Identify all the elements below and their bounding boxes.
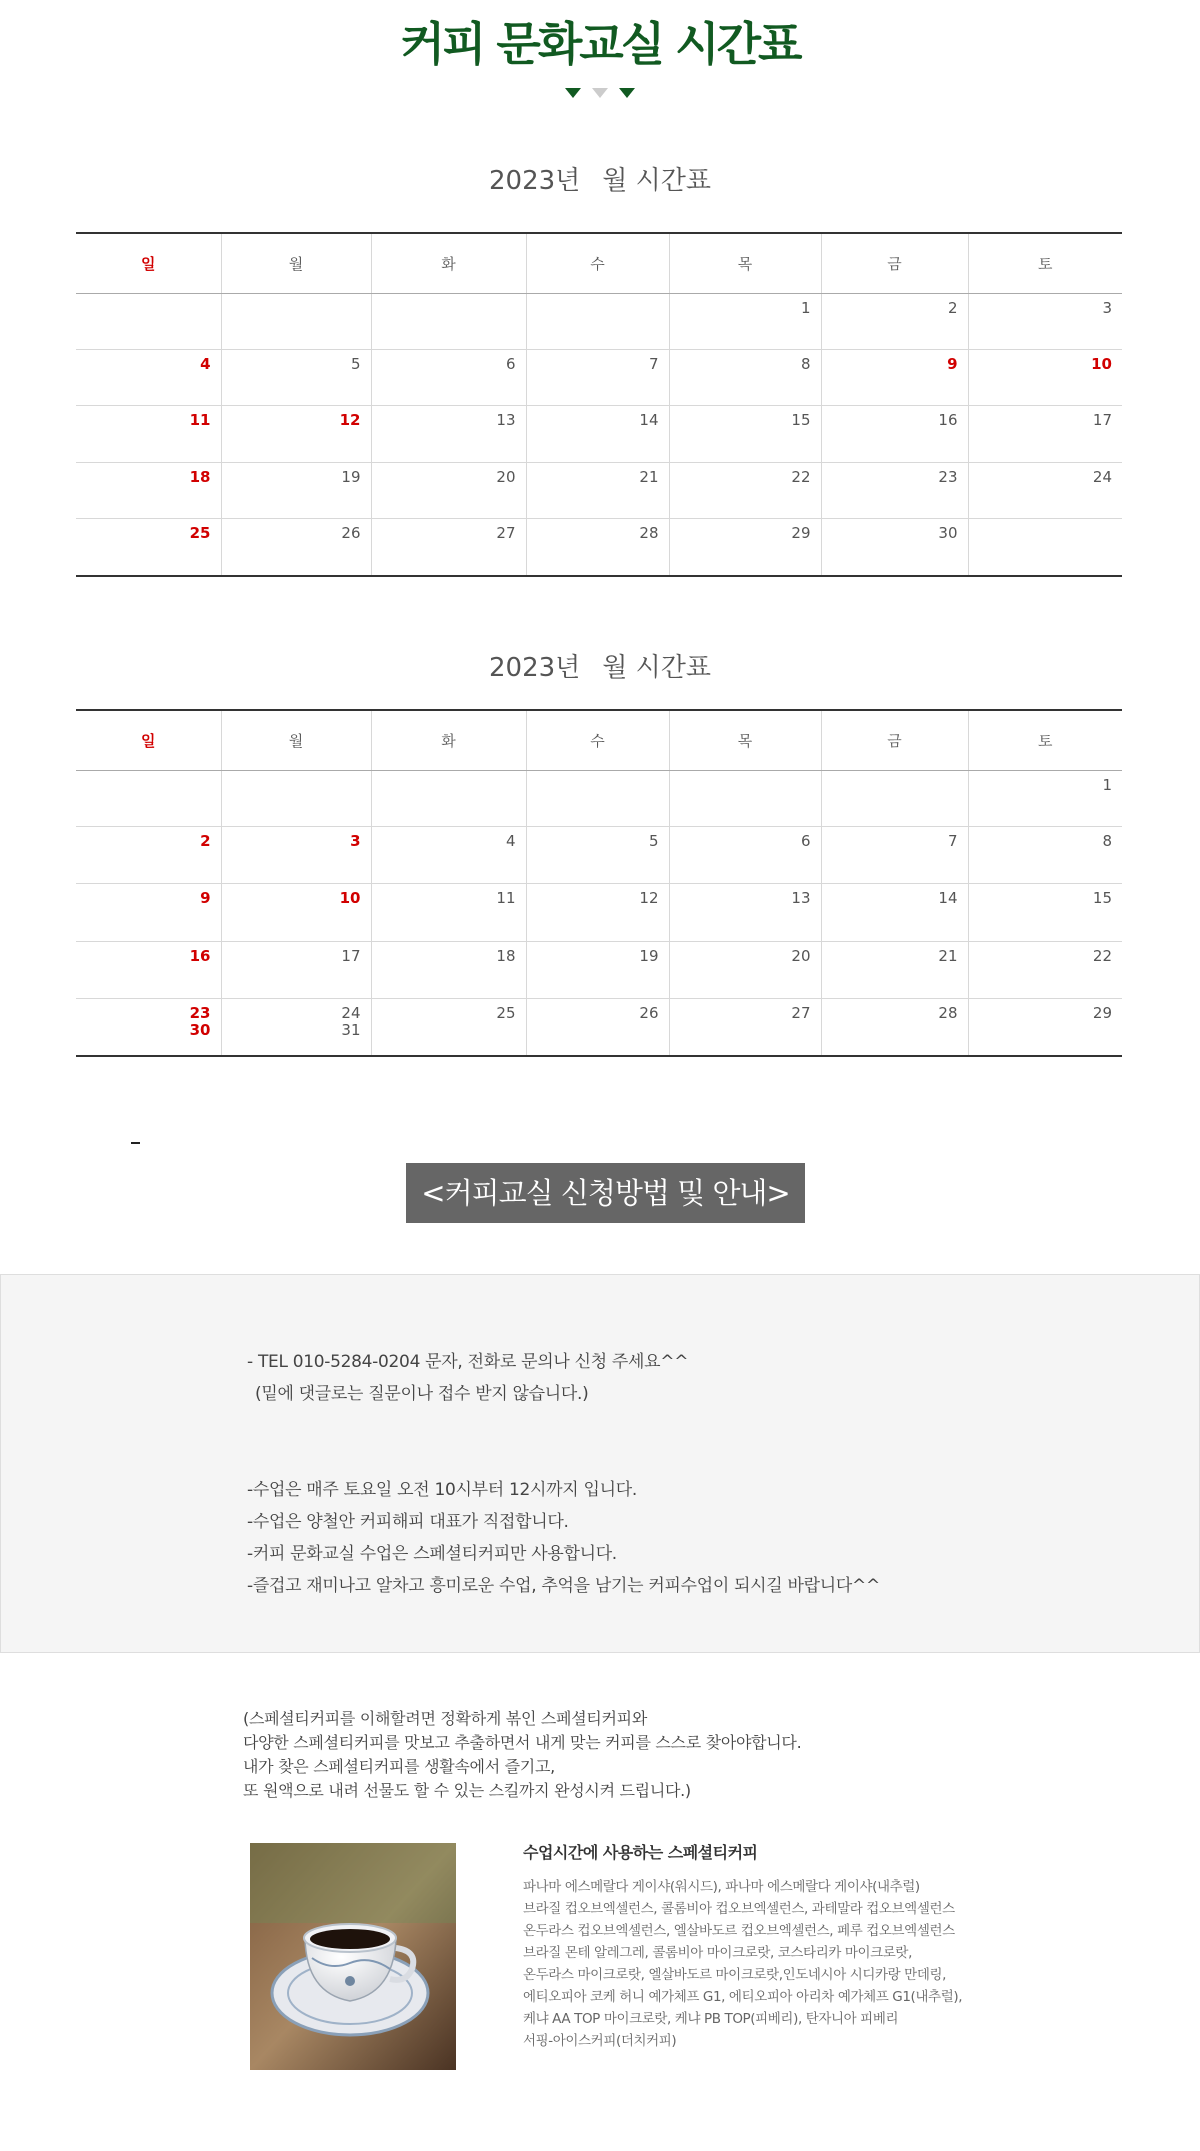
calendar-day-cell — [371, 771, 526, 827]
tel-line: - TEL 010-5284-0204 문자, 전화로 문의나 신청 주세요^^ — [247, 1352, 689, 1372]
weekday-header: 화 — [371, 710, 526, 771]
class-line: -수업은 양철안 커피해피 대표가 직접합니다. — [247, 1512, 569, 1532]
info-banner: <커피교실 신청방법 및 안내> — [406, 1163, 805, 1223]
calendar-day-cell: 8 — [968, 827, 1122, 884]
calendar-day-cell: 23 30 — [76, 999, 221, 1056]
calendar-day-cell: 22 — [968, 942, 1122, 999]
bean-line: 에티오피아 코케 허니 예가체프 G1, 에티오피아 아리차 예가체프 G1(내추럴), — [523, 1989, 963, 2005]
calendar-year: 2023년 — [488, 653, 581, 683]
calendar-day-cell: 11 — [76, 406, 221, 463]
calendar-day-cell: 11 — [371, 884, 526, 942]
calendar-title — [0, 647, 1200, 684]
weekday-header: 월 — [221, 233, 371, 294]
calendar-day-cell: 5 — [526, 827, 669, 884]
calendar-day-cell: 17 — [221, 942, 371, 999]
calendar-day-cell: 27 — [371, 519, 526, 576]
calendar-day-cell: 25 — [76, 519, 221, 576]
weekday-header: 수 — [526, 710, 669, 771]
intro-line: 또 원액으로 내려 선물도 할 수 있는 스킬까지 완성시켜 드립니다.) — [243, 1781, 691, 1800]
calendar-month-title: 월 시간표 — [602, 166, 712, 196]
calendar-day-cell: 21 — [526, 463, 669, 519]
calendar-day-cell: 21 — [821, 942, 968, 999]
calendar-week-row — [76, 406, 1122, 463]
calendar-day-cell: 10 — [968, 350, 1122, 406]
calendar-day-cell: 5 — [221, 350, 371, 406]
calendar-day-cell: 9 — [76, 884, 221, 942]
calendar-day-cell: 29 — [1092, 1004, 1112, 1022]
calendar-day-cell: 23 — [821, 463, 968, 519]
bean-line: 온두라스 컵오브엑셀런스, 엘살바도르 컵오브엑셀런스, 페루 컵오브엑셀런스 — [523, 1923, 955, 1939]
calendar-day-cell: 10 — [221, 884, 371, 942]
calendar-day-cell — [968, 519, 1122, 576]
calendar-day-cell: 7 — [526, 350, 669, 406]
intro-line: (스페셜티커피를 이해할려면 정확하게 볶인 스페셜티커피와 — [243, 1709, 647, 1728]
calendar-day-cell: 19 — [221, 463, 371, 519]
bean-line: 케냐 AA TOP 마이크로랏, 케냐 PB TOP(피베리), 탄자니아 피베리 — [523, 2011, 899, 2027]
triangle-arrows-icon — [565, 88, 635, 104]
calendar-day-cell: 1 — [968, 771, 1122, 827]
calendar-day-cell: 20 — [371, 463, 526, 519]
beans-title: 수업시간에 사용하는 스페셜티커피 — [523, 1843, 758, 1862]
calendar-day-cell: 20 — [669, 942, 821, 999]
weekday-header: 일 — [76, 710, 221, 771]
calendar-week-row — [76, 942, 1122, 999]
weekday-header: 목 — [669, 710, 821, 771]
weekday-header: 금 — [821, 233, 968, 294]
calendar-week-row — [76, 827, 1122, 884]
calendar-day-cell: 3 — [968, 294, 1122, 350]
weekday-header: 토 — [968, 233, 1122, 294]
calendar-day-cell: 7 — [821, 827, 968, 884]
bean-line: 파나마 에스메랄다 게이샤(워시드), 파나마 에스메랄다 게이샤(내추럴) — [523, 1879, 920, 1895]
info-box — [0, 1274, 1200, 1653]
calendar-day-cell: 4 — [371, 827, 526, 884]
calendar-day-cell: 3 — [221, 827, 371, 884]
bean-line: 브라질 컵오브엑셀런스, 콜롬비아 컵오브엑셀런스, 과테말라 컵오브엑셀런스 — [523, 1901, 955, 1917]
weekday-header: 월 — [221, 710, 371, 771]
calendar-day-cell: 26 — [526, 999, 669, 1056]
note-line: (밑에 댓글로는 질문이나 접수 받지 않습니다.) — [255, 1384, 589, 1404]
calendar-day-cell — [669, 771, 821, 827]
calendar-day-cell: 6 — [371, 350, 526, 406]
dash-mark — [131, 1142, 140, 1144]
calendar-day-cell: 24 — [968, 463, 1122, 519]
calendar-day-cell: 1 — [669, 294, 821, 350]
calendar-day-cell: 30 — [821, 519, 968, 576]
calendar-day-cell — [526, 294, 669, 350]
calendar-week-row — [76, 999, 1122, 1056]
class-line: -커피 문화교실 수업은 스페셜티커피만 사용합니다. — [247, 1544, 617, 1564]
class-line: -즐겁고 재미나고 알차고 흥미로운 수업, 추억을 남기는 커피수업이 되시길 바랍니다^^ — [247, 1576, 880, 1596]
calendar-day-cell: 2 — [76, 827, 221, 884]
calendar-day-cell — [821, 771, 968, 827]
calendar-day-cell: 4 — [76, 350, 221, 406]
calendar-day-cell — [221, 771, 371, 827]
calendar-day-cell: 22 — [669, 463, 821, 519]
intro-line: 다양한 스페셜티커피를 맛보고 추출하면서 내게 맞는 커피를 스스로 찾아야합니다. — [243, 1733, 802, 1752]
calendar-day-cell: 12 — [526, 884, 669, 942]
class-line: -수업은 매주 토요일 오전 10시부터 12시까지 입니다. — [247, 1480, 637, 1500]
calendar-day-cell: 19 — [526, 942, 669, 999]
bean-line: 브라질 몬테 알레그레, 콜롬비아 마이크로랏, 코스타리카 마이크로랏, — [523, 1945, 912, 1961]
bean-line: 온두라스 마이크로랏, 엘살바도르 마이크로랏,인도네시아 시디카랑 만데링, — [523, 1967, 947, 1983]
calendar-week-row — [76, 884, 1122, 942]
calendar-week-row — [76, 771, 1122, 827]
calendar-day-cell: 6 — [669, 827, 821, 884]
weekday-header: 목 — [669, 233, 821, 294]
intro-line: 내가 찾은 스페셜티커피를 생활속에서 즐기고, — [243, 1757, 555, 1776]
calendar-day-cell: 14 — [526, 406, 669, 463]
calendar-day-cell: 14 — [821, 884, 968, 942]
calendar-day-cell — [76, 771, 221, 827]
calendar-day-cell: 16 — [821, 406, 968, 463]
calendar-day-cell: 13 — [371, 406, 526, 463]
weekday-header: 금 — [821, 710, 968, 771]
calendar-day-cell: 2 — [821, 294, 968, 350]
calendar-week-row — [76, 350, 1122, 406]
calendar-year: 2023년 — [488, 166, 581, 196]
calendar-day-cell: 15 — [669, 406, 821, 463]
bean-line: 서핑-아이스커피(더치커피) — [523, 2033, 677, 2049]
calendar-day-cell: 15 — [968, 884, 1122, 942]
calendar-week-row — [76, 294, 1122, 350]
calendar-week-row — [76, 519, 1122, 576]
calendar-table — [76, 232, 1122, 577]
page-title: 커피 문화교실 시간표 — [400, 17, 800, 71]
calendar-day-cell: 27 — [669, 999, 821, 1056]
calendar-day-cell: 9 — [821, 350, 968, 406]
weekday-header: 토 — [968, 710, 1122, 771]
calendar-day-cell: 28 — [821, 999, 968, 1056]
calendar-day-cell: 18 — [371, 942, 526, 999]
calendar-day-cell: 13 — [669, 884, 821, 942]
calendar-day-cell — [76, 294, 221, 350]
calendar-day-cell — [526, 771, 669, 827]
calendar-day-cell: 29 — [669, 519, 821, 576]
weekday-header: 수 — [526, 233, 669, 294]
calendar-day-cell: 8 — [669, 350, 821, 406]
calendar-table — [76, 709, 1122, 1057]
calendar-day-cell: 28 — [526, 519, 669, 576]
calendar-title — [0, 160, 1200, 197]
calendar-day-cell: 25 — [371, 999, 526, 1056]
coffee-cup-photo — [250, 1843, 456, 2070]
calendar-day-cell: 12 — [221, 406, 371, 463]
calendar-day-cell — [371, 294, 526, 350]
calendar-day-cell: 24 31 — [221, 999, 371, 1056]
calendar-day-cell: 16 — [76, 942, 221, 999]
calendar-day-cell: 18 — [76, 463, 221, 519]
calendar-day-cell — [221, 294, 371, 350]
weekday-header: 화 — [371, 233, 526, 294]
calendar-day-cell: 17 — [968, 406, 1122, 463]
calendar-month-title: 월 시간표 — [602, 653, 712, 683]
calendar-week-row — [76, 463, 1122, 519]
calendar-day-cell: 26 — [221, 519, 371, 576]
weekday-header: 일 — [76, 233, 221, 294]
